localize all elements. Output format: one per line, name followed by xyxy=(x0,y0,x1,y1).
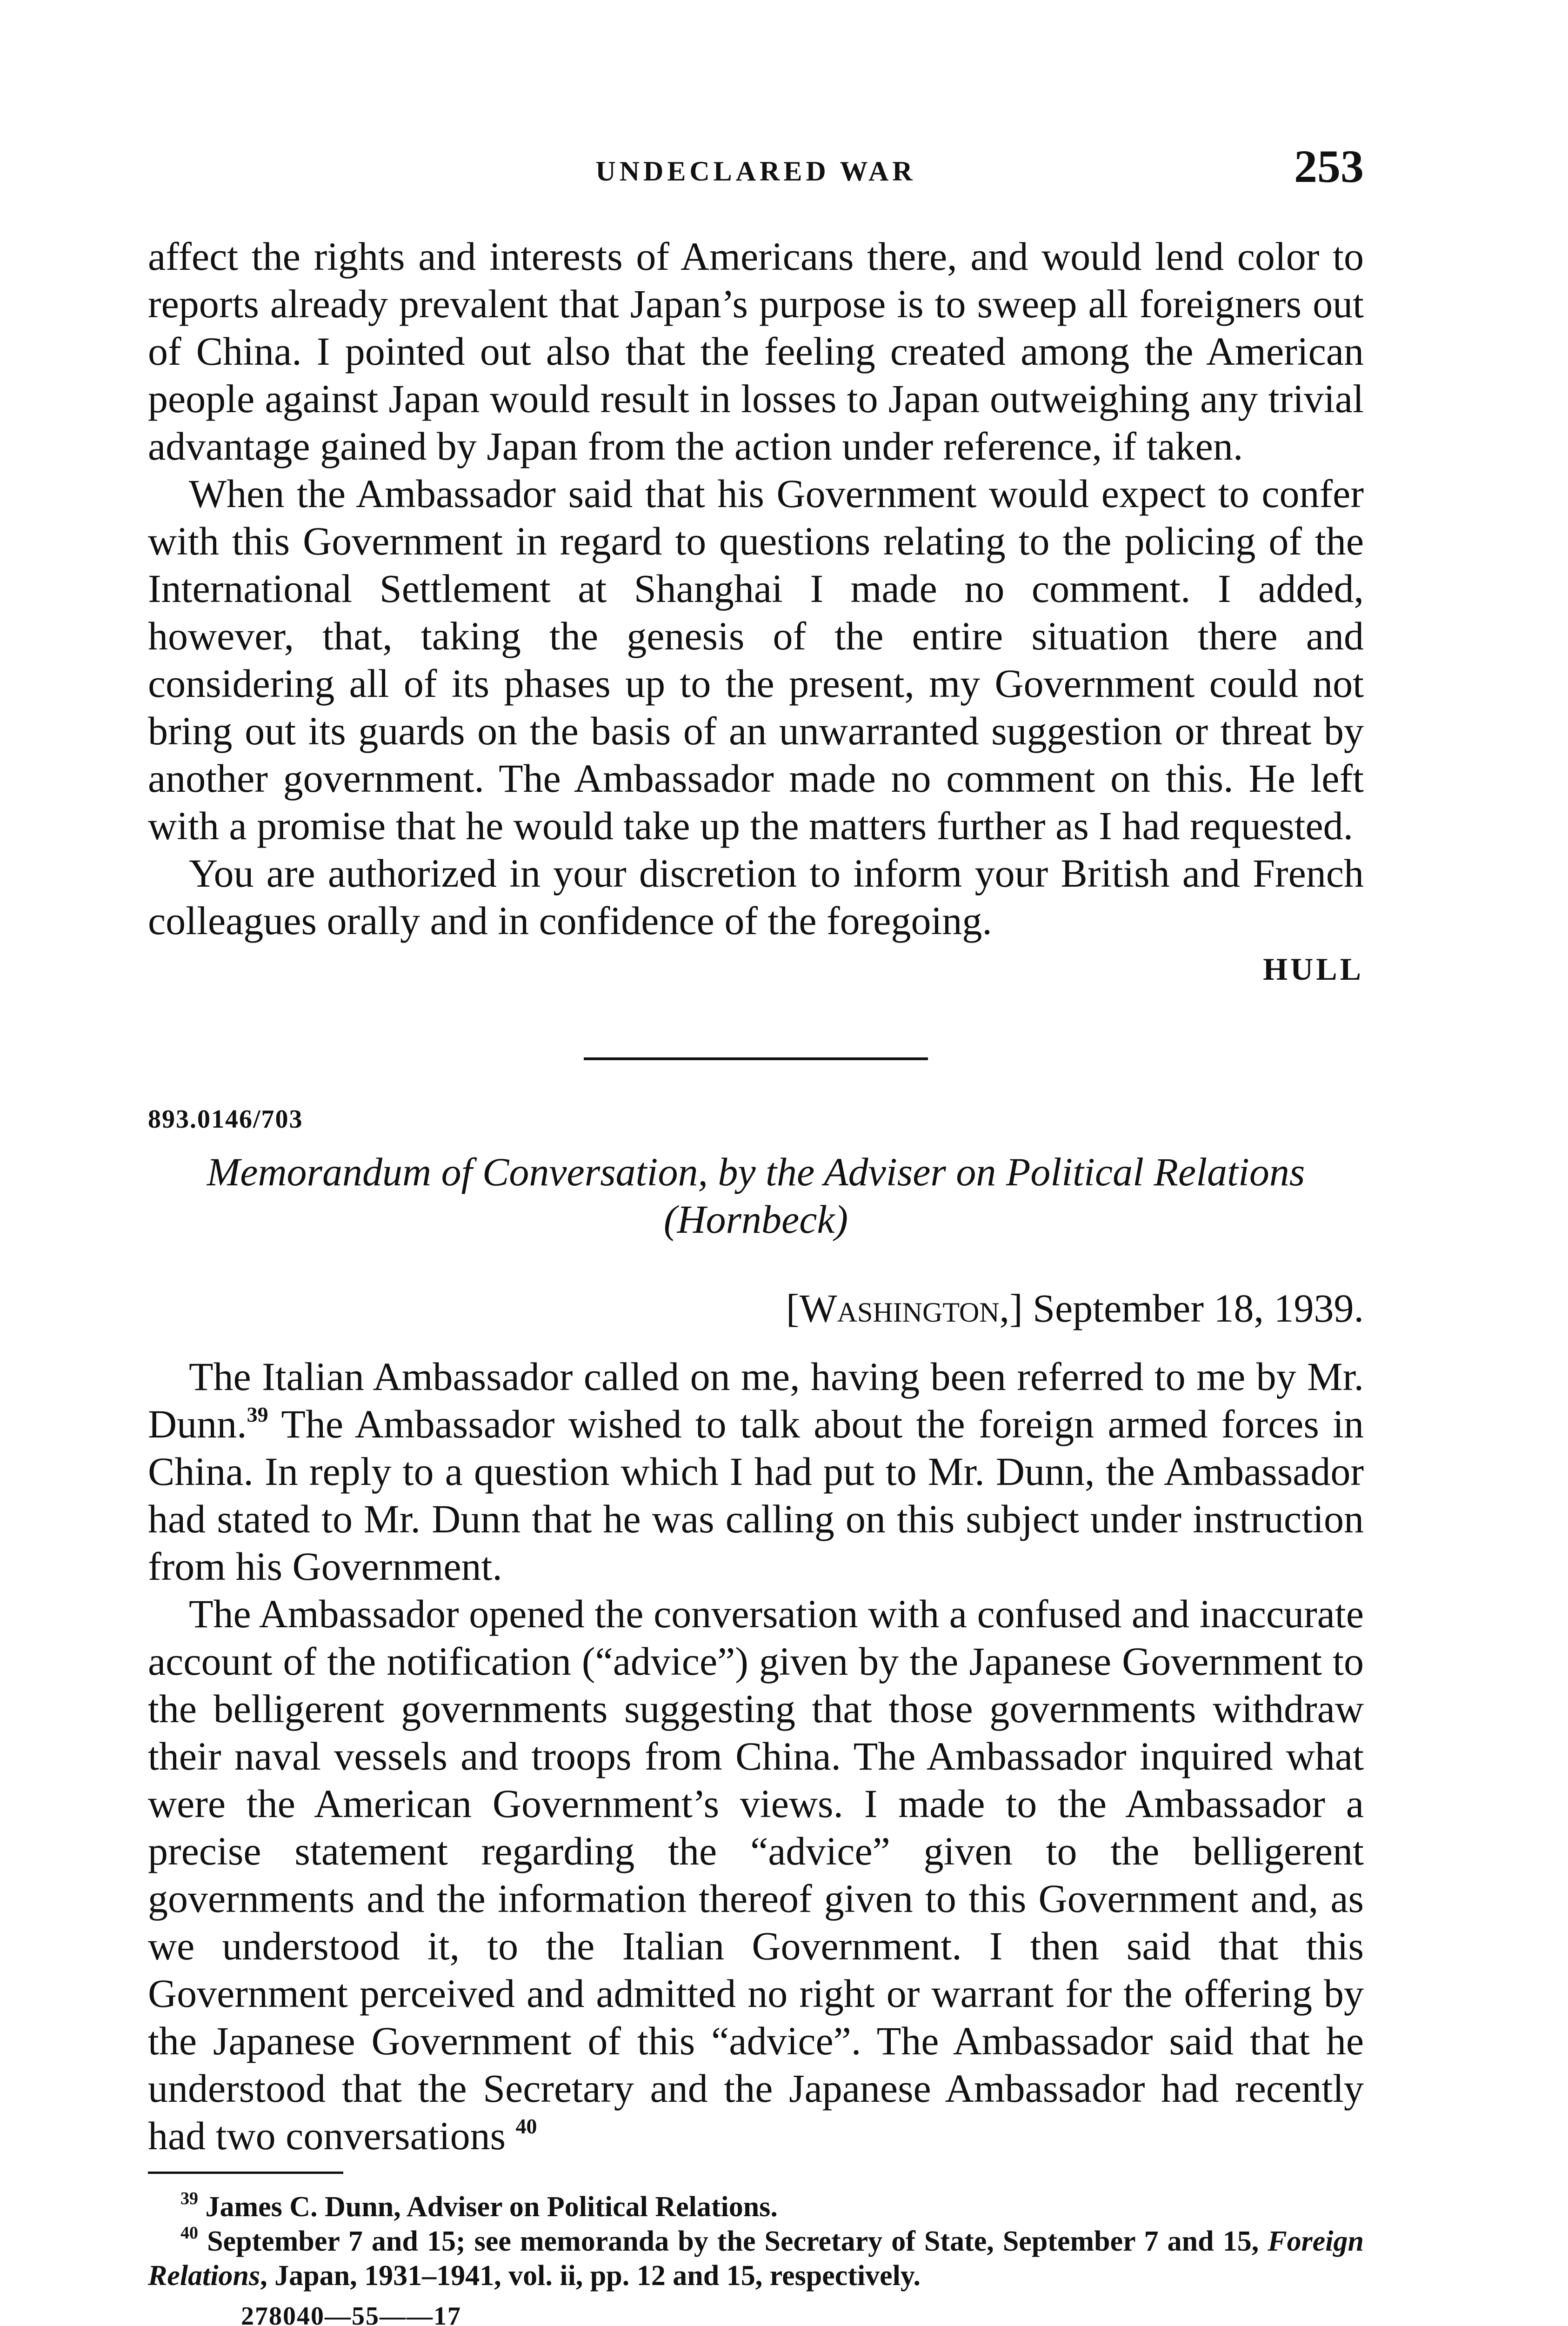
memorandum-paragraph-2 xyxy=(148,1590,1364,2159)
footnote-40-italic: Foreign Relations xyxy=(148,2226,1364,2292)
footnotes xyxy=(148,2190,1364,2293)
memorandum-title xyxy=(148,1148,1364,1243)
footnote-40-text-b: , Japan, 1931–1941, vol. ii, pp. 12 and 15, respectively. xyxy=(260,2260,921,2292)
footnote-ref-39: 39 xyxy=(247,1403,268,1426)
footnote-39-number: 39 xyxy=(180,2189,198,2208)
section-divider xyxy=(584,1057,928,1060)
continuation-paragraph-1: affect the rights and interests of Americans there, and would lend color to reports already prevalent that Japan’s purpose is to sweep all foreigners out of China. I pointed out also that the feeling created among the American people against Japan would result in losses to Japan outweighing any trivial advantage gained by Japan from the action under reference, if taken. xyxy=(148,234,1364,468)
dateline xyxy=(148,1285,1364,1331)
running-head xyxy=(148,140,1364,205)
signature-hull: HULL xyxy=(1263,951,1364,987)
memorandum-title-line-2: (Hornbeck) xyxy=(663,1197,848,1242)
memorandum-paragraph-1 xyxy=(148,1353,1364,1590)
sheet-signature: 278040—55——17 xyxy=(241,2302,461,2326)
dateline-place: [Washington,] xyxy=(786,1286,1023,1330)
memorandum-title-line-1: Memorandum of Conversation, by the Adviser on Political Relations xyxy=(207,1150,1305,1194)
file-number: 893.0146/703 xyxy=(148,1105,303,1134)
paragraph-1-text-b: The Ambassador wished to talk about the foreign armed forces in China. In reply to a question which I had put to Mr. Dunn, the Ambassador had stated to Mr. Dunn that he was calling on this subject under instruction from his Government. xyxy=(148,1402,1364,1589)
footnote-ref-40: 40 xyxy=(515,2114,537,2138)
footnote-40 xyxy=(148,2224,1364,2293)
continuation-paragraph-3: You are authorized in your discretion to inform your British and French colleagues orally and in confidence of the foregoing. xyxy=(148,851,1364,943)
dateline-date: September 18, 1939. xyxy=(1033,1286,1364,1330)
running-head-title: UNDECLARED WAR xyxy=(595,156,916,187)
footnote-40-number: 40 xyxy=(180,2223,198,2243)
continuation-paragraph-2: When the Ambassador said that his Government would expect to confer with this Government in regard to questions relating to the policing of the International Settlement at Shanghai I made no comment. I added, however, that, taking the genesis of the entire situation there and considering all of its phases up to the present, my Government could not bring out its guards on the basis of an unwarranted suggestion or threat by another government. The Ambassador made no comment on this. He left with a promise that he would take up the matters further as I had requested. xyxy=(148,471,1364,848)
paragraph-2-text: The Ambassador opened the conversation with a confused and inaccurate account of the notification (“advice”) given by the Japanese Government to the belligerent governments suggesting that those governments withdraw their naval vessels and troops from China. The Ambassador inquired what were the American Government’s views. I made to the Ambassador a precise statement regarding the “advice” given to the belligerent governments and the information thereof given to this Government and, as we understood it, to the Italian Government. I then said that this Government perceived and admitted no right or warrant for the offering by the Japanese Government of this “advice”. The Ambassador said that he understood that the Secretary and the Japanese Ambassador had recently had two conversations xyxy=(148,1591,1364,2158)
paragraph-1-text-a: The Italian Ambassador called on me, having been referred to me by Mr. Dunn. xyxy=(148,1354,1364,1446)
footnote-39-text: James C. Dunn, Adviser on Political Relations. xyxy=(198,2191,778,2223)
text-column xyxy=(148,233,1364,2326)
footnote-40-text-a: September 7 and 15; see memoranda by the Secretary of State, September 7 and 15, xyxy=(198,2226,1268,2257)
page-number: 253 xyxy=(1294,140,1364,192)
footnote-39 xyxy=(148,2190,1364,2224)
footnote-rule xyxy=(148,2172,343,2174)
